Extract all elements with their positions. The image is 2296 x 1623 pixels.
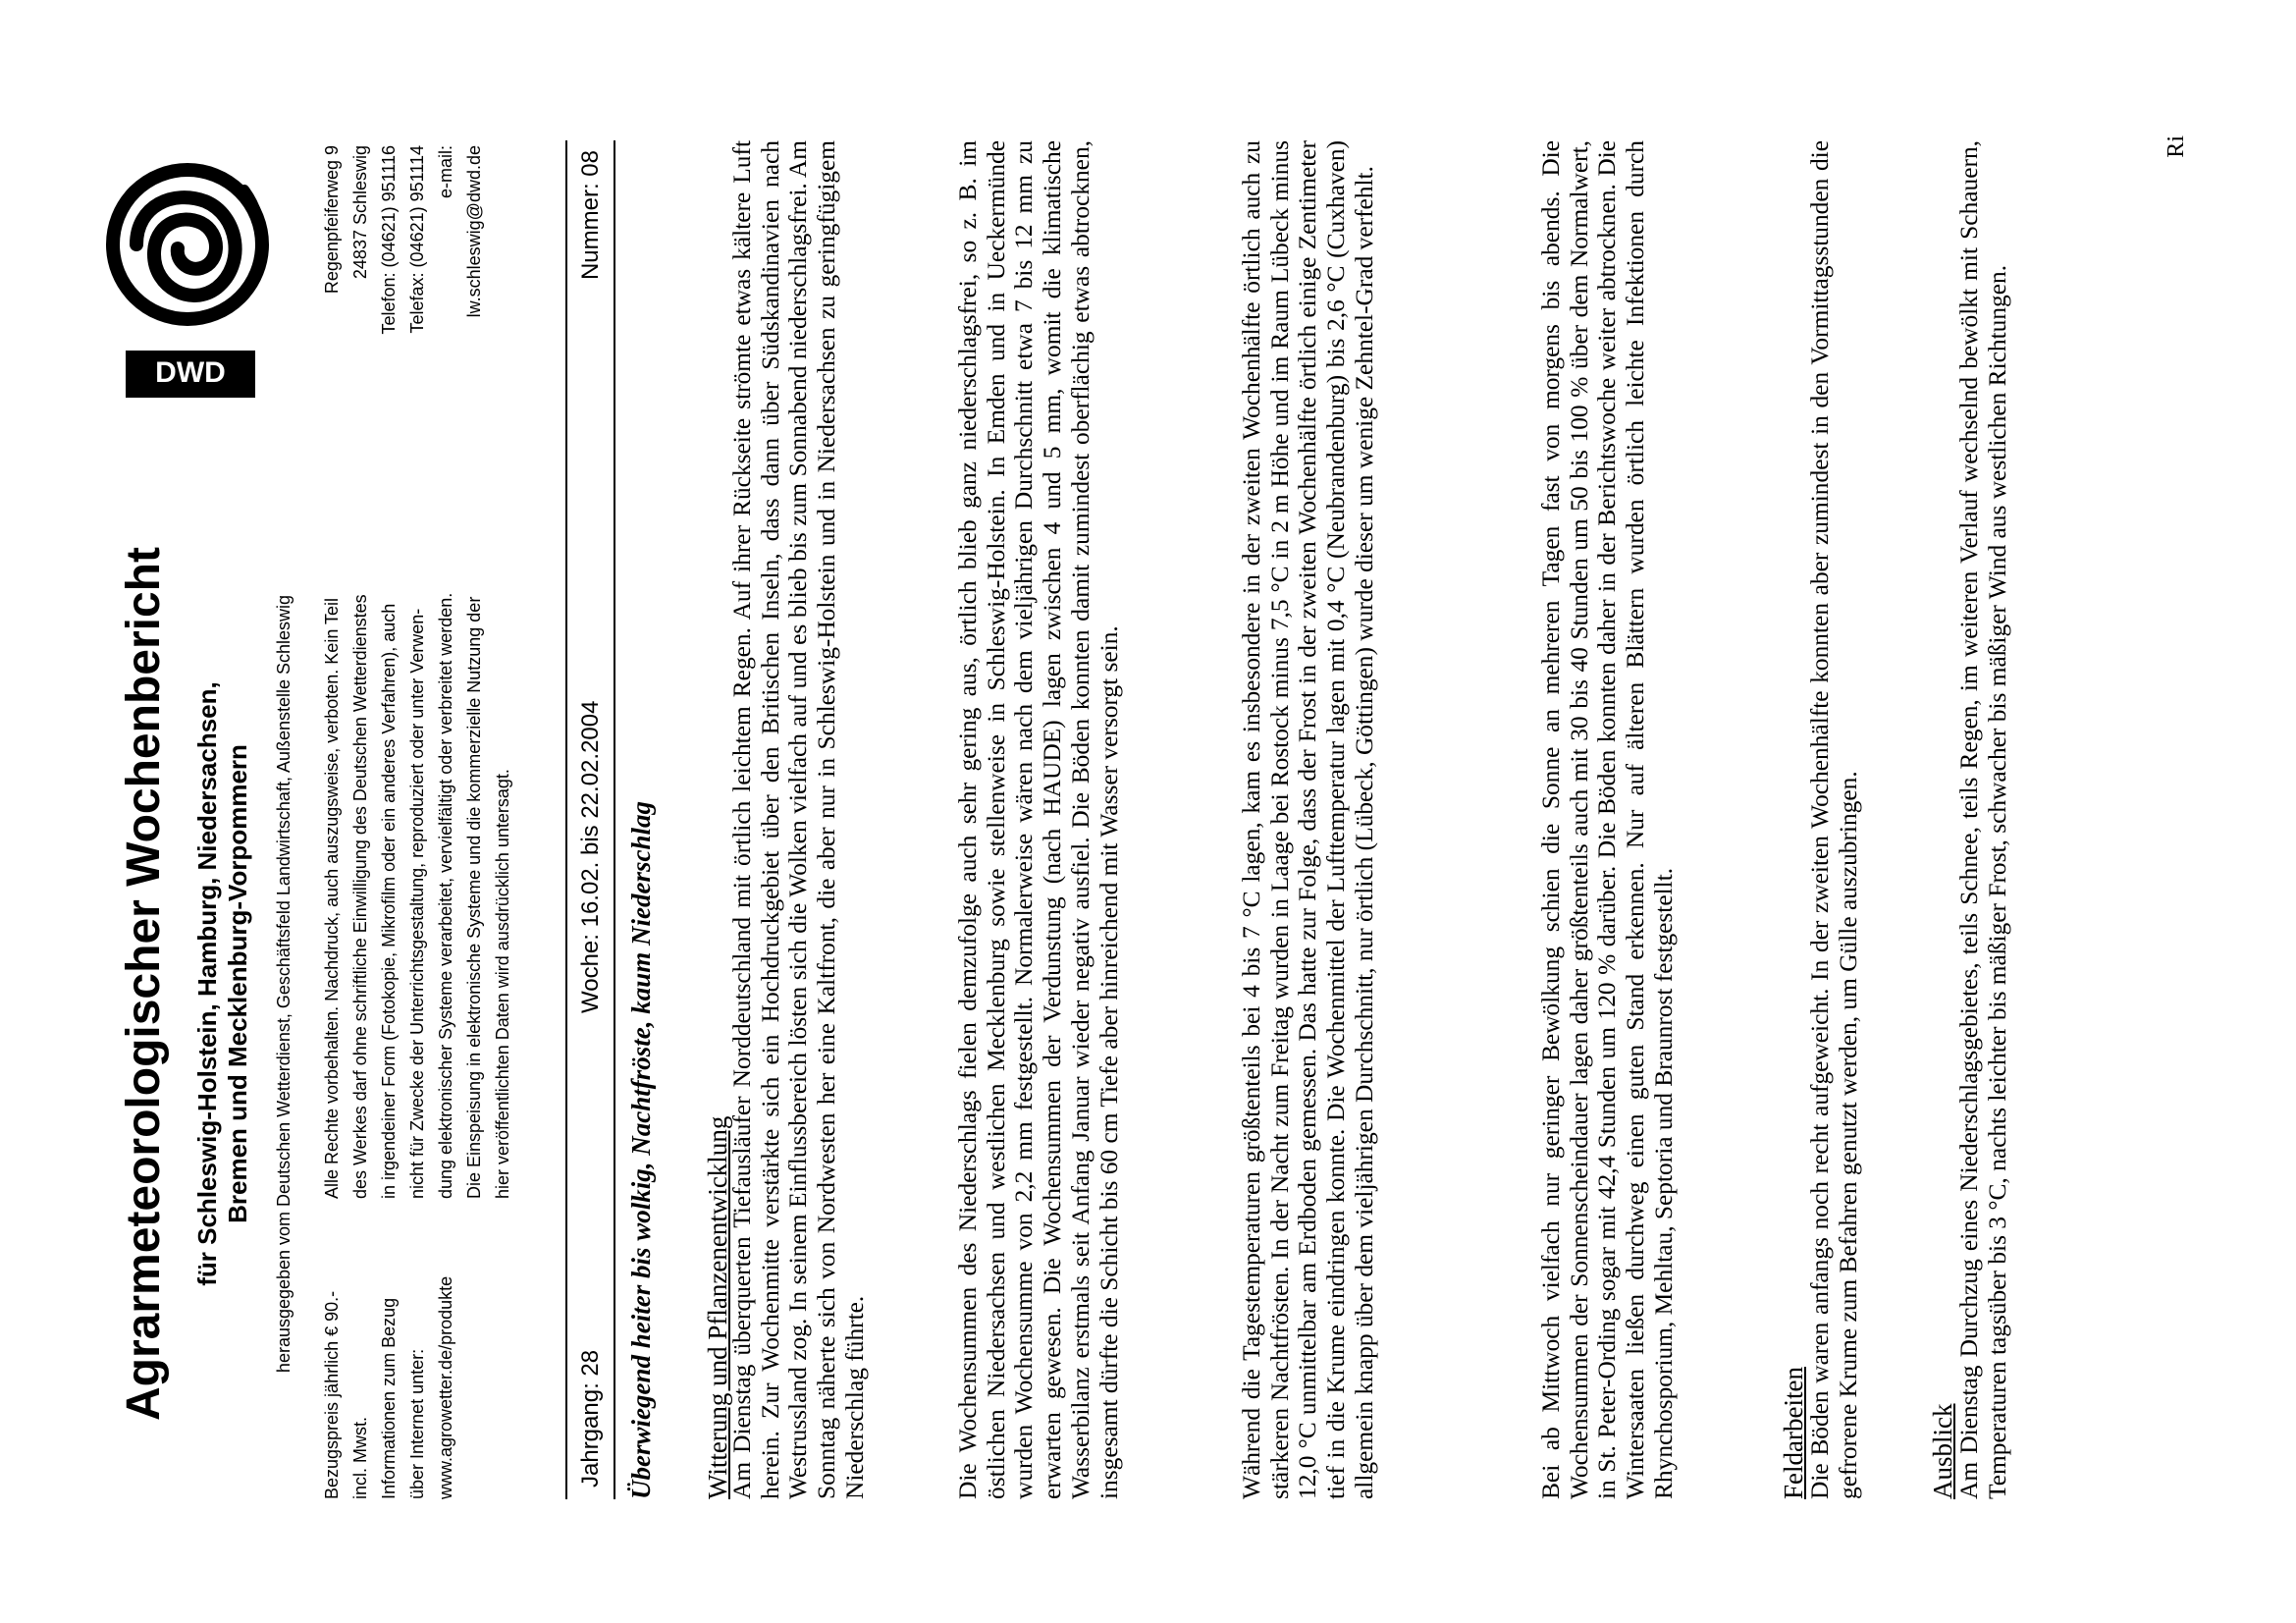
info-line: Informationen zum Bezug (379, 1297, 399, 1499)
section-title-feldarbeiten: Feldarbeiten (1779, 1367, 1808, 1499)
issue-number: Nummer: 08 (577, 150, 604, 281)
rights-line: hier veröffentlichten Daten wird ausdrücklich untersagt. (493, 769, 512, 1199)
rights-line: des Werkes darf ohne schriftliche Einwilligung des Deutschen Wetterdienstes (350, 594, 370, 1199)
witterung-paragraph-2: Die Wochensummen des Niederschlags fielen demzufolge auch sehr gering aus, örtlich blieb ganz niederschlagsfrei, so z. B. im östlichen Niedersachsen und westlichen Mecklenburg sowie stellenweise in Schleswig-Holstein. In Emden und in Ueckermünde wurden Wochensumme von 2,2 mm festgestellt. Normalerweise wären nach dem vieljährigen Durchschnitt etwa 7 bis 12 mm zu erwarten gewesen. Die Wochensummen der Verdunstung (nach HAUDE) lagen zwischen 4 und 5 mm, womit die klimatische Wasserbilanz erstmals seit Anfang Januar wieder negativ ausfiel. Die Böden konnten damit zumindest oberflächig etwas abtrocknen, insgesamt dürfte die Schicht bis 60 cm Tiefe aber hinreichend mit Wasser versorgt sein. (954, 140, 1123, 1499)
info-line: Bezugspreis jährlich € 90.- (322, 1290, 342, 1499)
witterung-paragraph-3: Während die Tagestemperaturen größtenteils bei 4 bis 7 °C lagen, kam es insbesondere in der zweiten Wochenhälfte örtlich auch zu stärkeren Nachtfrösten. In der Nacht zum Freitag wurden in Laage bei Rostock minus 7,5 °C in 2 m Höhe und im Raum Lübeck minus 12,0 °C unmittelbar am Erdboden gemessen. Das hatte zur Folge, dass der Frost in der zweiten Wochenhälfte örtlich einige Zentimeter tief in die Krume eindringen konnte. Die Wochenmittel der Lufttemperatur lagen mit 0,4 °C (Neubrandenburg) bis 2,6 °C (Cuxhaven) allgemein knapp über dem vieljährigen Durchschnitt, nur örtlich (Lübeck, Göttingen) wurde dieser um wenige Zehntel-Grad verfehlt. (1238, 140, 1378, 1499)
contact-email[interactable]: lw.schleswig@dwd.de (464, 145, 484, 318)
rights-line: in irgendeiner Form (Fotokopie, Mikrofilm oder ein anderes Verfahren), auch (379, 603, 399, 1199)
witterung-paragraph-1: Am Dienstag überquerten Tiefausläufer Norddeutschland mit örtlich leichtem Regen. Auf ihrer Rückseite strömte etwas kältere Luft herein. Zur Wochenmitte verstärkte sich ein Hochdruckgebiet über den Britischen Inseln, dass dann über Südskandinavien nach Westrussland zog. In seinem Einflussbereich lösten sich die Wolken vielfach auf und es blieb bis zum Sonnabend niederschlagsfrei. Am Sonntag näherte sich von Nordwesten her eine Kaltfront, die aber nur in Schleswig-Holstein und in Niedersachsen zu geringfügigem Niederschlag führte. (728, 140, 869, 1499)
rights-line: dung elektronischer Systeme verarbeitet, vervielfältigt oder verbreitet werden. (436, 592, 455, 1199)
ausblick-paragraph: Am Dienstag Durchzug eines Niederschlagsgebietes, teils Schnee, teils Regen, im weiteren Verlauf wechselnd bewölkt mit Schauern, Temperaturen tagsüber bis 3 °C, nachts leichter bis mäßiger Frost, schwacher bis mäßiger Wind aus westlichen Richtungen. (1955, 140, 2011, 1499)
report-title: Agrarmeteorologischer Wochenbericht (118, 547, 170, 1421)
contact-line: Telefon: (04621) 951116 (379, 145, 399, 335)
section-title-witterung: Witterung und Pflanzenentwicklung (703, 1115, 732, 1499)
feldarbeiten-paragraph: Die Böden waren anfangs noch recht aufgeweicht. In der zweiten Wochenhälfte konnten aber zumindest in den Vormittagsstunden die gefrorene Krume zum Befahren genutzt werden, um Gülle auszubringen. (1806, 140, 1862, 1499)
subscription-info (318, 1215, 460, 1499)
contact-line: Regenpfeiferweg 9 (322, 145, 342, 295)
witterung-paragraph-4: Bei ab Mittwoch vielfach nur geringer Bewölkung schien die Sonne an mehreren Tagen fast von morgens bis abends. Die Wochensummen der Sonnenscheindauer lagen daher größtenteils auch mit 30 bis 40 Stunden um 50 bis 100 % über dem Normalwert, in St. Peter-Ording sogar mit 42,4 Stunden um 120 % darüber. Die Böden konnten daher in der Berichtswoche weiter abtrocknen. Die Wintersaaten ließen durchweg einen guten Stand erkennen. Nur auf älteren Blättern wurden örtlich leichte Infektionen durch Rhynchosporium, Mehltau, Septoria und Braunrost festgestellt. (1537, 140, 1678, 1499)
meta-top-rule (565, 140, 567, 1499)
contact-line: Telefax: (04621) 951114 (407, 145, 427, 334)
section-title-ausblick: Ausblick (1928, 1403, 1957, 1499)
week-range: Woche: 16.02. bis 22.02.2004 (577, 700, 604, 1013)
rights-line: Alle Rechte vorbehalten. Nachdruck, auch auszugsweise, verboten. Kein Teil (322, 597, 342, 1199)
rights-notice (318, 467, 517, 1199)
info-link[interactable]: www.agrowetter.de/produkte (436, 1275, 455, 1499)
meta-bottom-rule (614, 140, 615, 1499)
logo-text: DWD (155, 355, 226, 389)
issue-meta (571, 140, 611, 1499)
contact-line: 24837 Schleswig (350, 145, 370, 280)
report-headline: Überwiegend heiter bis wolkig, Nachtfröste, kaum Niederschlag (626, 801, 656, 1499)
info-line: incl. Mwst. (350, 1416, 370, 1499)
publisher-line: herausgegeben vom Deutschen Wetterdienst, Geschäftsfeld Landwirtschaft, Außenstelle Schleswig (274, 594, 294, 1374)
subtitle-line-1: für Schleswig-Holstein, Hamburg, Niedersachsen, (192, 681, 222, 1286)
report-subtitle (192, 468, 253, 1499)
contact-line: e-mail: (436, 145, 455, 199)
dwd-logo-icon (104, 144, 271, 409)
author-initials: Ri (2163, 135, 2189, 158)
rights-line: Die Einspeisung in elektronische Systeme und die kommerzielle Nutzung der (464, 596, 484, 1199)
jahrgang: Jahrgang: 28 (577, 1349, 604, 1488)
rights-line: nicht für Zwecke der Unterrichtsgestaltung, reproduziert oder unter Verwen- (407, 608, 427, 1199)
subtitle-line-2: Bremen und Mecklenburg-Vorpommern (223, 744, 252, 1223)
info-line: über Internet unter: (407, 1348, 427, 1499)
contact-info (318, 145, 489, 452)
